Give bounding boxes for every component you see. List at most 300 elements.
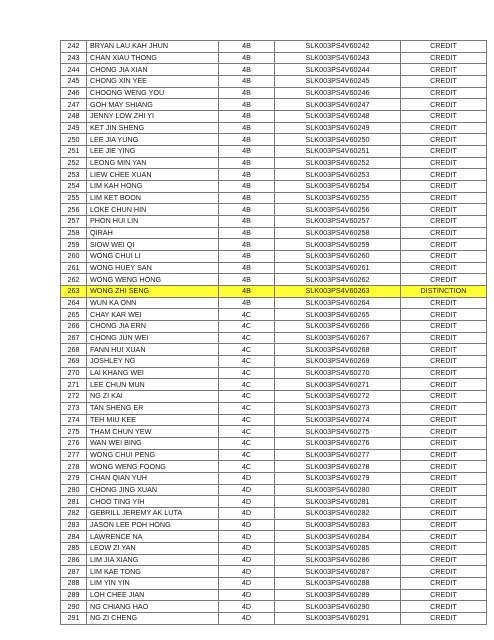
class-cell: 4B <box>219 87 275 99</box>
results-table-body <box>61 41 487 625</box>
class-cell: 4B <box>219 146 275 158</box>
result-cell: CREDIT <box>401 111 487 123</box>
result-cell: CREDIT <box>401 274 487 286</box>
class-cell: 4D <box>219 554 275 566</box>
student-name-cell: LOKE CHUN HIN <box>87 204 219 216</box>
result-cell: CREDIT <box>401 251 487 263</box>
certificate-code-cell: SLK003PS4V60286 <box>275 554 401 566</box>
row-number-cell: 259 <box>61 239 87 251</box>
certificate-code-cell: SLK003PS4V60251 <box>275 146 401 158</box>
row-number-cell: 270 <box>61 367 87 379</box>
table-row <box>61 589 487 601</box>
table-row <box>61 531 487 543</box>
certificate-code-cell: SLK003PS4V60275 <box>275 426 401 438</box>
certificate-code-cell: SLK003PS4V60268 <box>275 344 401 356</box>
result-cell: CREDIT <box>401 99 487 111</box>
certificate-code-cell: SLK003PS4V60283 <box>275 519 401 531</box>
row-number-cell: 253 <box>61 169 87 181</box>
class-cell: 4B <box>219 52 275 64</box>
table-row <box>61 309 487 321</box>
certificate-code-cell: SLK003PS4V60250 <box>275 134 401 146</box>
student-name-cell: JENNY LOW ZHI YI <box>87 111 219 123</box>
table-row <box>61 449 487 461</box>
student-name-cell: LEOW ZI YAN <box>87 542 219 554</box>
student-name-cell: LIM YIN YIN <box>87 577 219 589</box>
class-cell: 4C <box>219 367 275 379</box>
certificate-code-cell: SLK003PS4V60285 <box>275 542 401 554</box>
class-cell: 4D <box>219 507 275 519</box>
certificate-code-cell: SLK003PS4V60265 <box>275 309 401 321</box>
certificate-code-cell: SLK003PS4V60272 <box>275 391 401 403</box>
class-cell: 4B <box>219 251 275 263</box>
table-row <box>61 227 487 239</box>
row-number-cell: 247 <box>61 99 87 111</box>
class-cell: 4B <box>219 274 275 286</box>
student-name-cell: WONG CHUI LI <box>87 251 219 263</box>
student-name-cell: LAI KHANG WEI <box>87 367 219 379</box>
class-cell: 4B <box>219 181 275 193</box>
result-cell: CREDIT <box>401 309 487 321</box>
table-row <box>61 76 487 88</box>
certificate-code-cell: SLK003PS4V60281 <box>275 496 401 508</box>
student-name-cell: LEE JIA YUNG <box>87 134 219 146</box>
certificate-code-cell: SLK003PS4V60277 <box>275 449 401 461</box>
row-number-cell: 290 <box>61 601 87 613</box>
row-number-cell: 287 <box>61 566 87 578</box>
row-number-cell: 262 <box>61 274 87 286</box>
table-row <box>61 414 487 426</box>
student-name-cell: WONG WENG HONG <box>87 274 219 286</box>
class-cell: 4C <box>219 391 275 403</box>
result-cell: CREDIT <box>401 507 487 519</box>
row-number-cell: 260 <box>61 251 87 263</box>
result-cell: CREDIT <box>401 157 487 169</box>
row-number-cell: 271 <box>61 379 87 391</box>
class-cell: 4C <box>219 402 275 414</box>
row-number-cell: 291 <box>61 612 87 624</box>
certificate-code-cell: SLK003PS4V60291 <box>275 612 401 624</box>
result-cell: CREDIT <box>401 41 487 53</box>
certificate-code-cell: SLK003PS4V60273 <box>275 402 401 414</box>
table-row <box>61 274 487 286</box>
class-cell: 4D <box>219 566 275 578</box>
student-name-cell: GOH MAY SHIANG <box>87 99 219 111</box>
row-number-cell: 255 <box>61 192 87 204</box>
result-cell: CREDIT <box>401 402 487 414</box>
row-number-cell: 286 <box>61 554 87 566</box>
certificate-code-cell: SLK003PS4V60242 <box>275 41 401 53</box>
student-name-cell: CHONG JIA ERN <box>87 321 219 333</box>
result-cell: CREDIT <box>401 146 487 158</box>
certificate-code-cell: SLK003PS4V60260 <box>275 251 401 263</box>
table-row <box>61 402 487 414</box>
student-name-cell: CHOO TING YIH <box>87 496 219 508</box>
table-row <box>61 111 487 123</box>
student-name-cell: WAN WEI BING <box>87 437 219 449</box>
class-cell: 4C <box>219 309 275 321</box>
table-row <box>61 379 487 391</box>
row-number-cell: 275 <box>61 426 87 438</box>
result-cell: CREDIT <box>401 437 487 449</box>
class-cell: 4D <box>219 601 275 613</box>
row-number-cell: 242 <box>61 41 87 53</box>
class-cell: 4D <box>219 484 275 496</box>
row-number-cell: 263 <box>61 286 87 298</box>
row-number-cell: 266 <box>61 321 87 333</box>
table-row <box>61 461 487 473</box>
student-name-cell: LEONG MIN YAN <box>87 157 219 169</box>
student-name-cell: BRYAN LAU KAH JHUN <box>87 41 219 53</box>
class-cell: 4D <box>219 496 275 508</box>
row-number-cell: 264 <box>61 297 87 309</box>
result-cell: CREDIT <box>401 297 487 309</box>
certificate-code-cell: SLK003PS4V60276 <box>275 437 401 449</box>
class-cell: 4C <box>219 379 275 391</box>
certificate-code-cell: SLK003PS4V60263 <box>275 286 401 298</box>
table-row <box>61 367 487 379</box>
student-name-cell: TAN SHENG ER <box>87 402 219 414</box>
student-name-cell: LEE JIE YING <box>87 146 219 158</box>
class-cell: 4B <box>219 262 275 274</box>
row-number-cell: 267 <box>61 332 87 344</box>
student-name-cell: CHONG JUN WEI <box>87 332 219 344</box>
row-number-cell: 248 <box>61 111 87 123</box>
result-cell: CREDIT <box>401 344 487 356</box>
result-cell: CREDIT <box>401 461 487 473</box>
result-cell: CREDIT <box>401 519 487 531</box>
row-number-cell: 250 <box>61 134 87 146</box>
student-name-cell: THAM CHUN YEW <box>87 426 219 438</box>
table-row <box>61 87 487 99</box>
class-cell: 4D <box>219 531 275 543</box>
certificate-code-cell: SLK003PS4V60282 <box>275 507 401 519</box>
table-row <box>61 519 487 531</box>
result-cell: CREDIT <box>401 262 487 274</box>
certificate-code-cell: SLK003PS4V60256 <box>275 204 401 216</box>
class-cell: 4B <box>219 169 275 181</box>
table-row <box>61 52 487 64</box>
result-cell: CREDIT <box>401 589 487 601</box>
table-row <box>61 496 487 508</box>
certificate-code-cell: SLK003PS4V60267 <box>275 332 401 344</box>
table-row <box>61 204 487 216</box>
row-number-cell: 249 <box>61 122 87 134</box>
certificate-code-cell: SLK003PS4V60257 <box>275 216 401 228</box>
certificate-code-cell: SLK003PS4V60278 <box>275 461 401 473</box>
class-cell: 4B <box>219 216 275 228</box>
result-cell: CREDIT <box>401 239 487 251</box>
certificate-code-cell: SLK003PS4V60266 <box>275 321 401 333</box>
row-number-cell: 252 <box>61 157 87 169</box>
table-row <box>61 472 487 484</box>
class-cell: 4D <box>219 542 275 554</box>
table-row <box>61 169 487 181</box>
student-name-cell: NG ZI KAI <box>87 391 219 403</box>
student-name-cell: CHONG JING XUAN <box>87 484 219 496</box>
table-row <box>61 437 487 449</box>
row-number-cell: 272 <box>61 391 87 403</box>
class-cell: 4D <box>219 472 275 484</box>
row-number-cell: 261 <box>61 262 87 274</box>
table-row <box>61 64 487 76</box>
certificate-code-cell: SLK003PS4V60246 <box>275 87 401 99</box>
certificate-code-cell: SLK003PS4V60287 <box>275 566 401 578</box>
student-name-cell: LIM KAE TONG <box>87 566 219 578</box>
certificate-code-cell: SLK003PS4V60271 <box>275 379 401 391</box>
certificate-code-cell: SLK003PS4V60248 <box>275 111 401 123</box>
table-row <box>61 426 487 438</box>
class-cell: 4C <box>219 414 275 426</box>
student-name-cell: CHONG XIN YEE <box>87 76 219 88</box>
certificate-code-cell: SLK003PS4V60270 <box>275 367 401 379</box>
class-cell: 4B <box>219 286 275 298</box>
result-cell: CREDIT <box>401 601 487 613</box>
row-number-cell: 279 <box>61 472 87 484</box>
certificate-code-cell: SLK003PS4V60249 <box>275 122 401 134</box>
result-cell: CREDIT <box>401 122 487 134</box>
result-cell: DISTINCTION <box>401 286 487 298</box>
result-cell: CREDIT <box>401 426 487 438</box>
certificate-code-cell: SLK003PS4V60288 <box>275 577 401 589</box>
class-cell: 4B <box>219 192 275 204</box>
row-number-cell: 274 <box>61 414 87 426</box>
result-cell: CREDIT <box>401 577 487 589</box>
result-cell: CREDIT <box>401 367 487 379</box>
row-number-cell: 283 <box>61 519 87 531</box>
student-name-cell: CHAN QIAN YUH <box>87 472 219 484</box>
student-name-cell: LAWRENCE NA <box>87 531 219 543</box>
result-cell: CREDIT <box>401 181 487 193</box>
student-name-cell: CHAY KAR WEI <box>87 309 219 321</box>
class-cell: 4B <box>219 64 275 76</box>
table-row <box>61 146 487 158</box>
result-cell: CREDIT <box>401 64 487 76</box>
row-number-cell: 278 <box>61 461 87 473</box>
result-cell: CREDIT <box>401 554 487 566</box>
table-row <box>61 542 487 554</box>
student-name-cell: GEBRILL JEREMY AK LUTA <box>87 507 219 519</box>
certificate-code-cell: SLK003PS4V60269 <box>275 356 401 368</box>
row-number-cell: 288 <box>61 577 87 589</box>
results-table <box>60 40 487 625</box>
student-name-cell: CHOONG WENG YOU <box>87 87 219 99</box>
result-cell: CREDIT <box>401 216 487 228</box>
class-cell: 4D <box>219 577 275 589</box>
table-row <box>61 181 487 193</box>
student-name-cell: WONG HUEY SAN <box>87 262 219 274</box>
result-cell: CREDIT <box>401 496 487 508</box>
class-cell: 4B <box>219 99 275 111</box>
row-number-cell: 285 <box>61 542 87 554</box>
class-cell: 4C <box>219 344 275 356</box>
class-cell: 4C <box>219 461 275 473</box>
certificate-code-cell: SLK003PS4V60254 <box>275 181 401 193</box>
student-name-cell: KET JIN SHENG <box>87 122 219 134</box>
class-cell: 4D <box>219 589 275 601</box>
class-cell: 4B <box>219 297 275 309</box>
class-cell: 4B <box>219 134 275 146</box>
class-cell: 4B <box>219 76 275 88</box>
student-name-cell: JOSHLEY NG <box>87 356 219 368</box>
class-cell: 4C <box>219 356 275 368</box>
result-cell: CREDIT <box>401 227 487 239</box>
table-row <box>61 507 487 519</box>
student-name-cell: LIM KAH HONG <box>87 181 219 193</box>
row-number-cell: 244 <box>61 64 87 76</box>
table-row <box>61 332 487 344</box>
certificate-code-cell: SLK003PS4V60255 <box>275 192 401 204</box>
row-number-cell: 284 <box>61 531 87 543</box>
student-name-cell: LIEW CHEE XUAN <box>87 169 219 181</box>
result-cell: CREDIT <box>401 542 487 554</box>
result-cell: CREDIT <box>401 449 487 461</box>
table-row <box>61 344 487 356</box>
student-name-cell: CHONG JIA XIAN <box>87 64 219 76</box>
student-name-cell: PHON HUI LIN <box>87 216 219 228</box>
certificate-code-cell: SLK003PS4V60290 <box>275 601 401 613</box>
student-name-cell: CHAN XIAU THONG <box>87 52 219 64</box>
table-row <box>61 122 487 134</box>
certificate-code-cell: SLK003PS4V60247 <box>275 99 401 111</box>
row-number-cell: 245 <box>61 76 87 88</box>
row-number-cell: 277 <box>61 449 87 461</box>
certificate-code-cell: SLK003PS4V60243 <box>275 52 401 64</box>
result-cell: CREDIT <box>401 379 487 391</box>
class-cell: 4B <box>219 41 275 53</box>
result-cell: CREDIT <box>401 192 487 204</box>
row-number-cell: 257 <box>61 216 87 228</box>
row-number-cell: 273 <box>61 402 87 414</box>
certificate-code-cell: SLK003PS4V60259 <box>275 239 401 251</box>
table-row <box>61 577 487 589</box>
table-row <box>61 41 487 53</box>
table-row <box>61 157 487 169</box>
table-row <box>61 134 487 146</box>
row-number-cell: 251 <box>61 146 87 158</box>
result-cell: CREDIT <box>401 356 487 368</box>
student-name-cell: NG CHIANG HAO <box>87 601 219 613</box>
class-cell: 4B <box>219 227 275 239</box>
certificate-code-cell: SLK003PS4V60253 <box>275 169 401 181</box>
certificate-code-cell: SLK003PS4V60274 <box>275 414 401 426</box>
class-cell: 4C <box>219 426 275 438</box>
row-number-cell: 289 <box>61 589 87 601</box>
result-cell: CREDIT <box>401 321 487 333</box>
certificate-code-cell: SLK003PS4V60280 <box>275 484 401 496</box>
table-row <box>61 239 487 251</box>
class-cell: 4C <box>219 321 275 333</box>
certificate-code-cell: SLK003PS4V60261 <box>275 262 401 274</box>
result-cell: CREDIT <box>401 612 487 624</box>
row-number-cell: 243 <box>61 52 87 64</box>
class-cell: 4B <box>219 204 275 216</box>
table-row <box>61 216 487 228</box>
class-cell: 4C <box>219 437 275 449</box>
certificate-code-cell: SLK003PS4V60262 <box>275 274 401 286</box>
row-number-cell: 282 <box>61 507 87 519</box>
row-number-cell: 281 <box>61 496 87 508</box>
table-row <box>61 566 487 578</box>
row-number-cell: 256 <box>61 204 87 216</box>
table-row <box>61 286 487 298</box>
student-name-cell: JASON LEE POH HONG <box>87 519 219 531</box>
result-cell: CREDIT <box>401 76 487 88</box>
certificate-code-cell: SLK003PS4V60245 <box>275 76 401 88</box>
table-row <box>61 484 487 496</box>
certificate-code-cell: SLK003PS4V60264 <box>275 297 401 309</box>
class-cell: 4C <box>219 449 275 461</box>
certificate-code-cell: SLK003PS4V60279 <box>275 472 401 484</box>
student-name-cell: WUN KA ONN <box>87 297 219 309</box>
class-cell: 4C <box>219 332 275 344</box>
row-number-cell: 258 <box>61 227 87 239</box>
result-cell: CREDIT <box>401 484 487 496</box>
table-row <box>61 262 487 274</box>
table-row <box>61 192 487 204</box>
result-cell: CREDIT <box>401 52 487 64</box>
row-number-cell: 254 <box>61 181 87 193</box>
student-name-cell: LOH CHEE JIAN <box>87 589 219 601</box>
table-row <box>61 601 487 613</box>
student-name-cell: WONG ZHI SENG <box>87 286 219 298</box>
class-cell: 4D <box>219 612 275 624</box>
result-cell: CREDIT <box>401 566 487 578</box>
certificate-code-cell: SLK003PS4V60252 <box>275 157 401 169</box>
table-row <box>61 251 487 263</box>
student-name-cell: WONG CHUI PENG <box>87 449 219 461</box>
student-name-cell: NG ZI CHENG <box>87 612 219 624</box>
table-row <box>61 554 487 566</box>
certificate-code-cell: SLK003PS4V60244 <box>275 64 401 76</box>
certificate-code-cell: SLK003PS4V60289 <box>275 589 401 601</box>
table-row <box>61 297 487 309</box>
class-cell: 4B <box>219 122 275 134</box>
result-cell: CREDIT <box>401 87 487 99</box>
result-cell: CREDIT <box>401 134 487 146</box>
row-number-cell: 269 <box>61 356 87 368</box>
class-cell: 4B <box>219 239 275 251</box>
student-name-cell: LEE CHUN MUN <box>87 379 219 391</box>
table-row <box>61 356 487 368</box>
row-number-cell: 246 <box>61 87 87 99</box>
certificate-code-cell: SLK003PS4V60284 <box>275 531 401 543</box>
result-cell: CREDIT <box>401 169 487 181</box>
student-name-cell: TEH MIU KEE <box>87 414 219 426</box>
table-row <box>61 99 487 111</box>
result-cell: CREDIT <box>401 531 487 543</box>
row-number-cell: 265 <box>61 309 87 321</box>
result-cell: CREDIT <box>401 391 487 403</box>
class-cell: 4B <box>219 111 275 123</box>
table-row <box>61 612 487 624</box>
result-cell: CREDIT <box>401 332 487 344</box>
student-name-cell: QIRAH <box>87 227 219 239</box>
class-cell: 4D <box>219 519 275 531</box>
class-cell: 4B <box>219 157 275 169</box>
student-name-cell: LIM KET BOON <box>87 192 219 204</box>
result-cell: CREDIT <box>401 472 487 484</box>
student-name-cell: FANN HUI XUAN <box>87 344 219 356</box>
row-number-cell: 280 <box>61 484 87 496</box>
result-cell: CREDIT <box>401 414 487 426</box>
student-name-cell: WONG WENG FOONG <box>87 461 219 473</box>
row-number-cell: 268 <box>61 344 87 356</box>
result-cell: CREDIT <box>401 204 487 216</box>
certificate-code-cell: SLK003PS4V60258 <box>275 227 401 239</box>
student-name-cell: SIOW WEI QI <box>87 239 219 251</box>
table-row <box>61 391 487 403</box>
table-row <box>61 321 487 333</box>
